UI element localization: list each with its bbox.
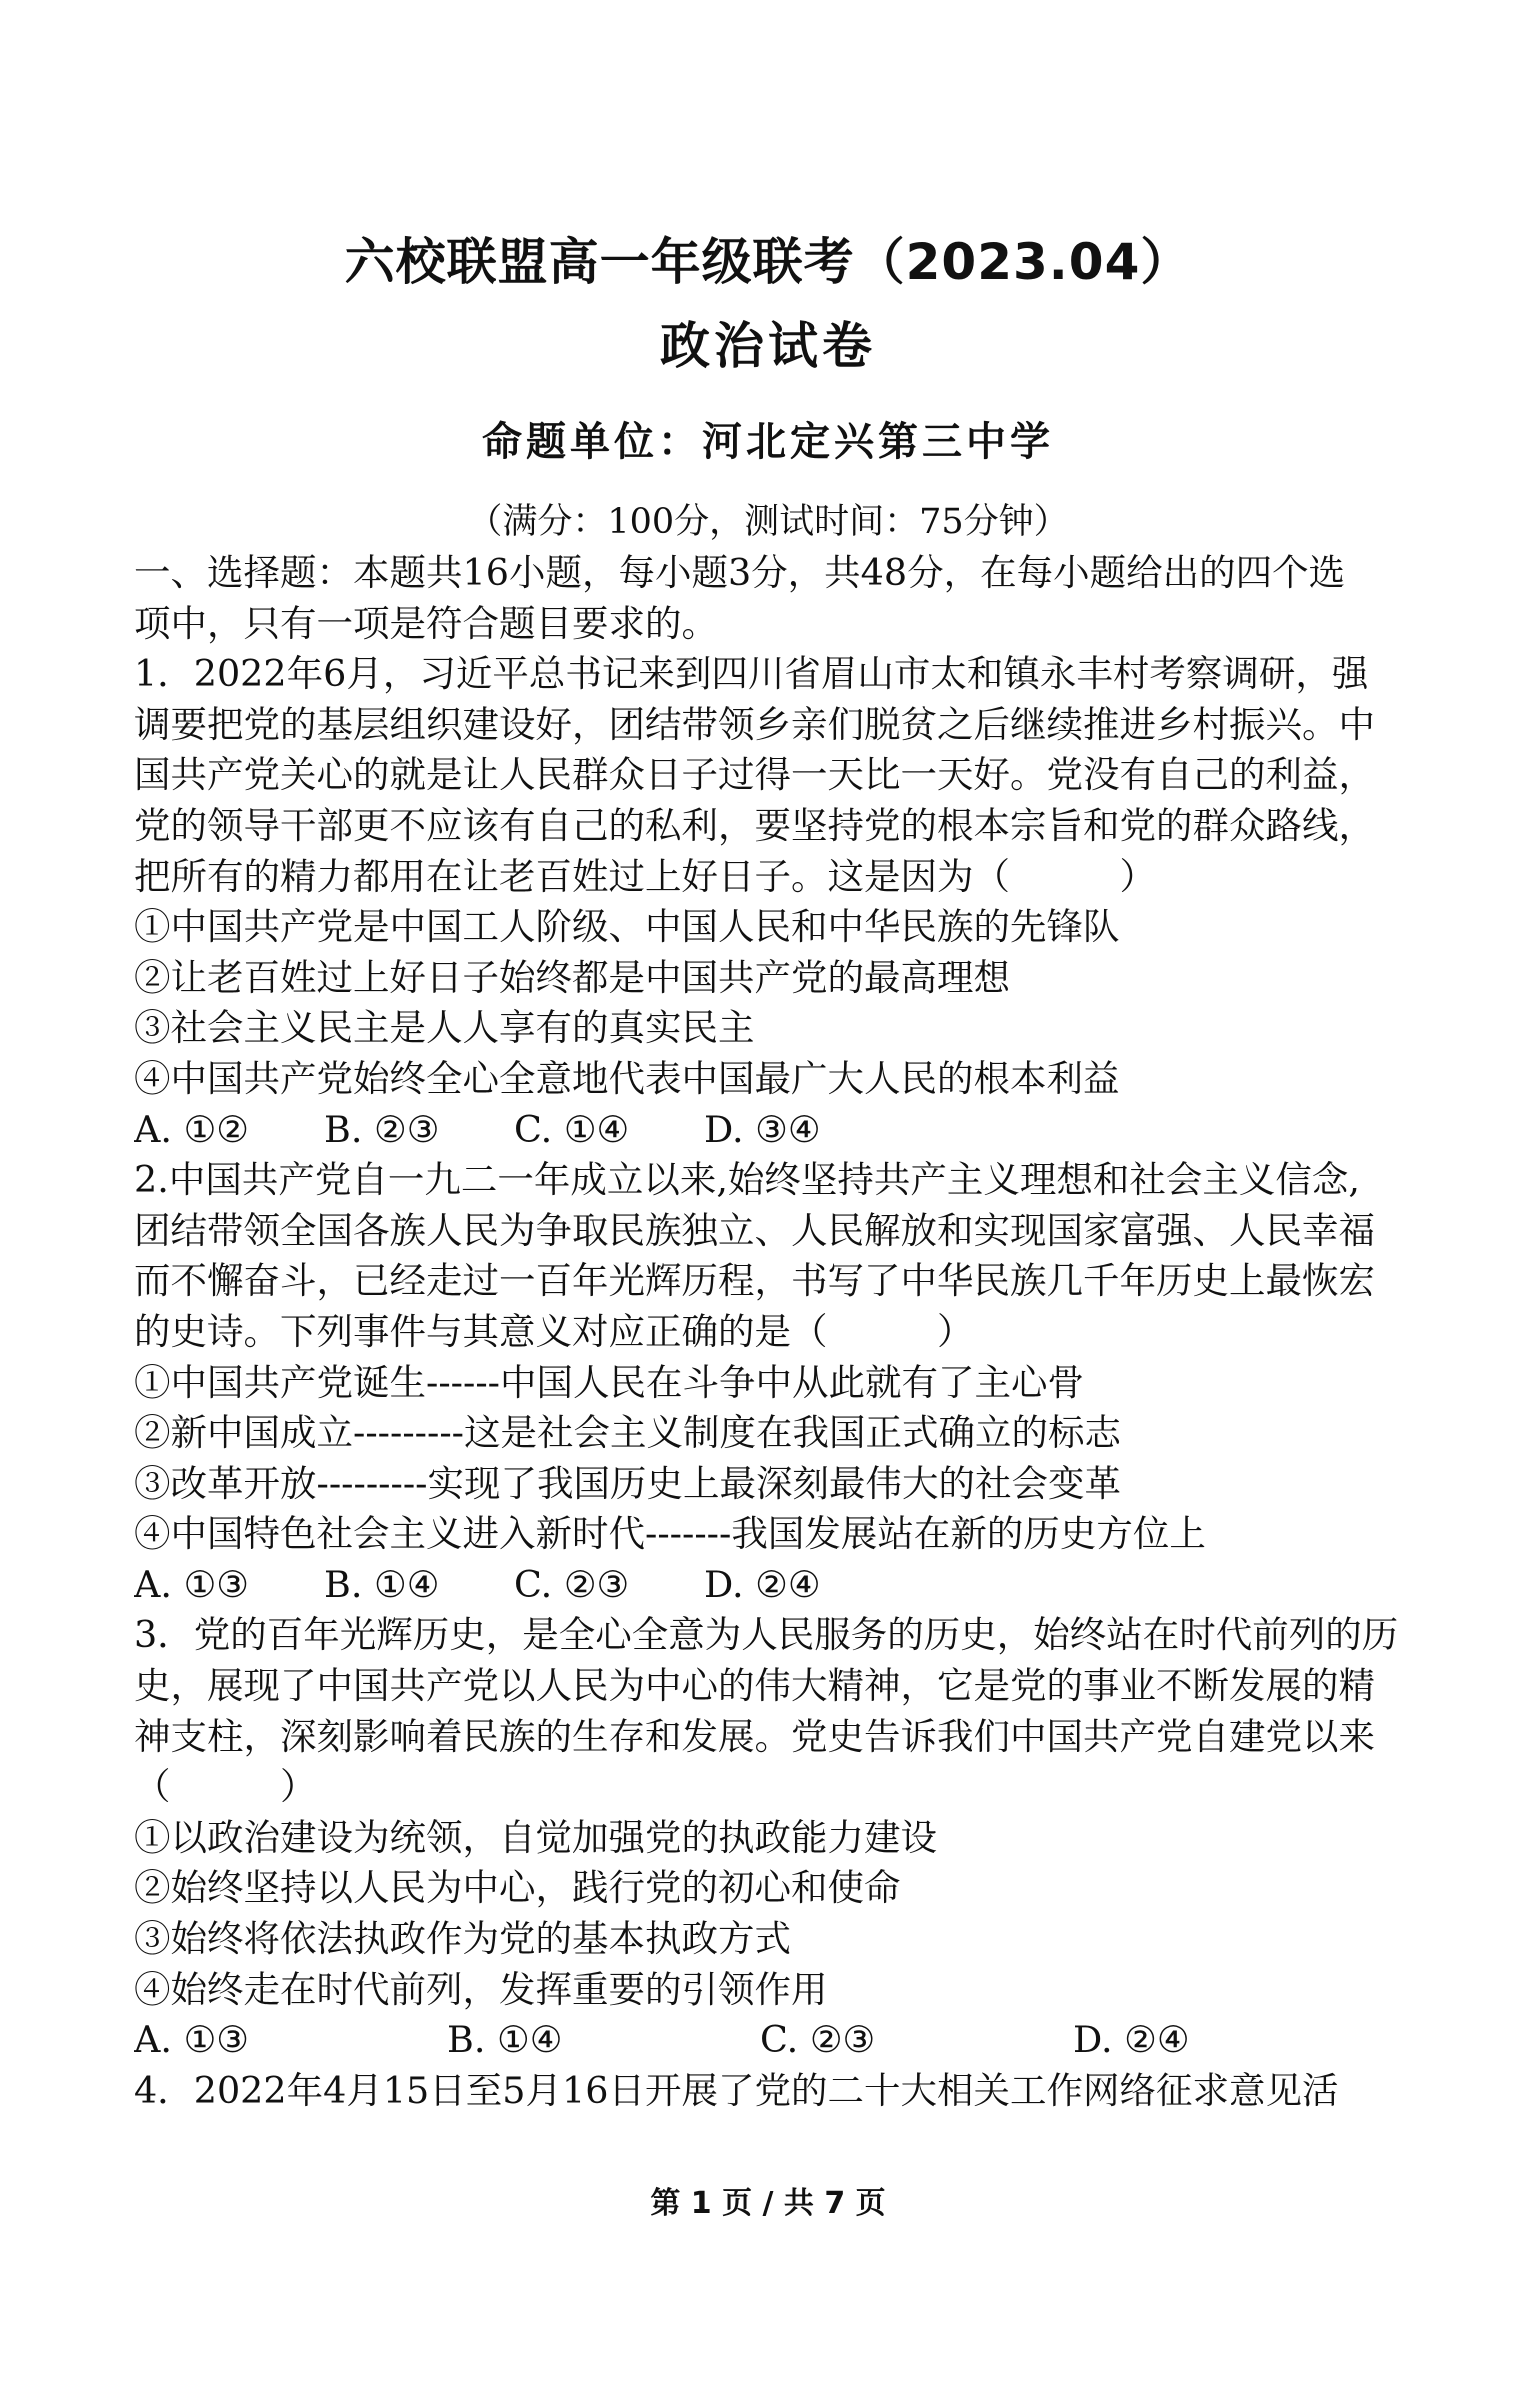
option-d: D. ②④ (1073, 2018, 1190, 2062)
option-b: B. ①④ (324, 1562, 440, 1606)
exam-author: 命题单位：河北定兴第三中学 (482, 419, 1054, 465)
question-2-options (134, 1560, 1424, 1611)
option-a: A. ①③ (134, 1562, 250, 1606)
question-3-statement: ②始终坚持以人民为中心，践行党的初心和使命 (134, 1866, 901, 1910)
question-2-stem: 而不懈奋斗，已经走过一百年光辉历程，书写了中华民族几千年历史上最恢宏 (134, 1259, 1375, 1303)
question-1-statement: ③社会主义民主是人人享有的真实民主 (134, 1006, 755, 1050)
question-3-statement: ①以政治建设为统领，自觉加强党的执政能力建设 (134, 1815, 937, 1859)
question-3-stem: 3．党的百年光辉历史，是全心全意为人民服务的历史，始终站在时代前列的历 (134, 1613, 1399, 1657)
question-1-stem: 调要把党的基层组织建设好，团结带领乡亲们脱贫之后继续推进乡村振兴。中 (134, 702, 1375, 746)
question-3-blank: （ ） (134, 1765, 317, 1809)
option-c: C. ①④ (514, 1107, 630, 1151)
question-3-stem: 史，展现了中国共产党以人民为中心的伟大精神，它是党的事业不断发展的精 (134, 1664, 1375, 1708)
question-1-stem: 国共产党关心的就是让人民群众日子过得一天比一天好。党没有自己的利益， (134, 753, 1375, 797)
option-d: D. ②④ (704, 1562, 821, 1606)
question-2-statement: ①中国共产党诞生------中国人民在斗争中从此就有了主心骨 (134, 1360, 1084, 1404)
question-2-stem: 的史诗。下列事件与其意义对应正确的是（ ） (134, 1309, 974, 1353)
exam-info: （满分：100分，测试时间：75分钟） (467, 502, 1069, 542)
option-b: B. ①④ (447, 2018, 563, 2062)
section-heading-cont: 项中，只有一项是符合题目要求的。 (134, 601, 718, 645)
section-heading: 一、选择题：本题共16小题，每小题3分，共48分，在每小题给出的四个选 (134, 551, 1346, 594)
question-1-stem: 党的领导干部更不应该有自己的私利，要坚持党的根本宗旨和党的群众路线， (134, 803, 1375, 847)
option-a: A. ①② (134, 1107, 250, 1151)
question-4-stem: 4．2022年4月15日至5月16日开展了党的二十大相关工作网络征求意见活 (134, 2068, 1339, 2112)
question-3-stem: 神支柱，深刻影响着民族的生存和发展。党史告诉我们中国共产党自建党以来 (134, 1714, 1375, 1758)
exam-body (134, 548, 1424, 2116)
option-a: A. ①③ (134, 2018, 250, 2062)
question-3-options (134, 2015, 1424, 2066)
question-2-stem: 团结带领全国各族人民为争取民族独立、人民解放和实现国家富强、人民幸福 (134, 1208, 1375, 1252)
question-1-statement: ②让老百姓过上好日子始终都是中国共产党的最高理想 (134, 955, 1010, 999)
question-2-statement: ③改革开放---------实现了我国历史上最深刻最伟大的社会变革 (134, 1461, 1121, 1505)
question-2-stem: 2.中国共产党自一九二一年成立以来,始终坚持共产主义理想和社会主义信念, (134, 1158, 1361, 1202)
option-c: C. ②③ (514, 1562, 630, 1606)
option-c: C. ②③ (760, 2018, 876, 2062)
option-b: B. ②③ (324, 1107, 440, 1151)
question-3-statement: ④始终走在时代前列，发挥重要的引领作用 (134, 1967, 828, 2011)
question-2-statement: ④中国特色社会主义进入新时代-------我国发展站在新的历史方位上 (134, 1512, 1206, 1556)
question-1-options (134, 1105, 1424, 1156)
page-footer: 第 1 页 / 共 7 页 (650, 2186, 886, 2221)
option-d: D. ③④ (704, 1107, 821, 1151)
question-1-stem: 1．2022年6月，习近平总书记来到四川省眉山市太和镇永丰村考察调研，强 (134, 652, 1369, 696)
exam-subject: 政治试卷 (660, 317, 876, 375)
question-1-stem: 把所有的精力都用在让老百姓过上好日子。这是因为（ ） (134, 854, 1156, 898)
question-2-statement: ②新中国成立---------这是社会主义制度在我国正式确立的标志 (134, 1411, 1121, 1455)
question-1-statement: ④中国共产党始终全心全意地代表中国最广大人民的根本利益 (134, 1056, 1120, 1100)
exam-title: 六校联盟高一年级联考（2023.04） (344, 233, 1192, 291)
question-3-statement: ③始终将依法执政作为党的基本执政方式 (134, 1917, 791, 1961)
question-1-statement: ①中国共产党是中国工人阶级、中国人民和中华民族的先锋队 (134, 905, 1120, 949)
